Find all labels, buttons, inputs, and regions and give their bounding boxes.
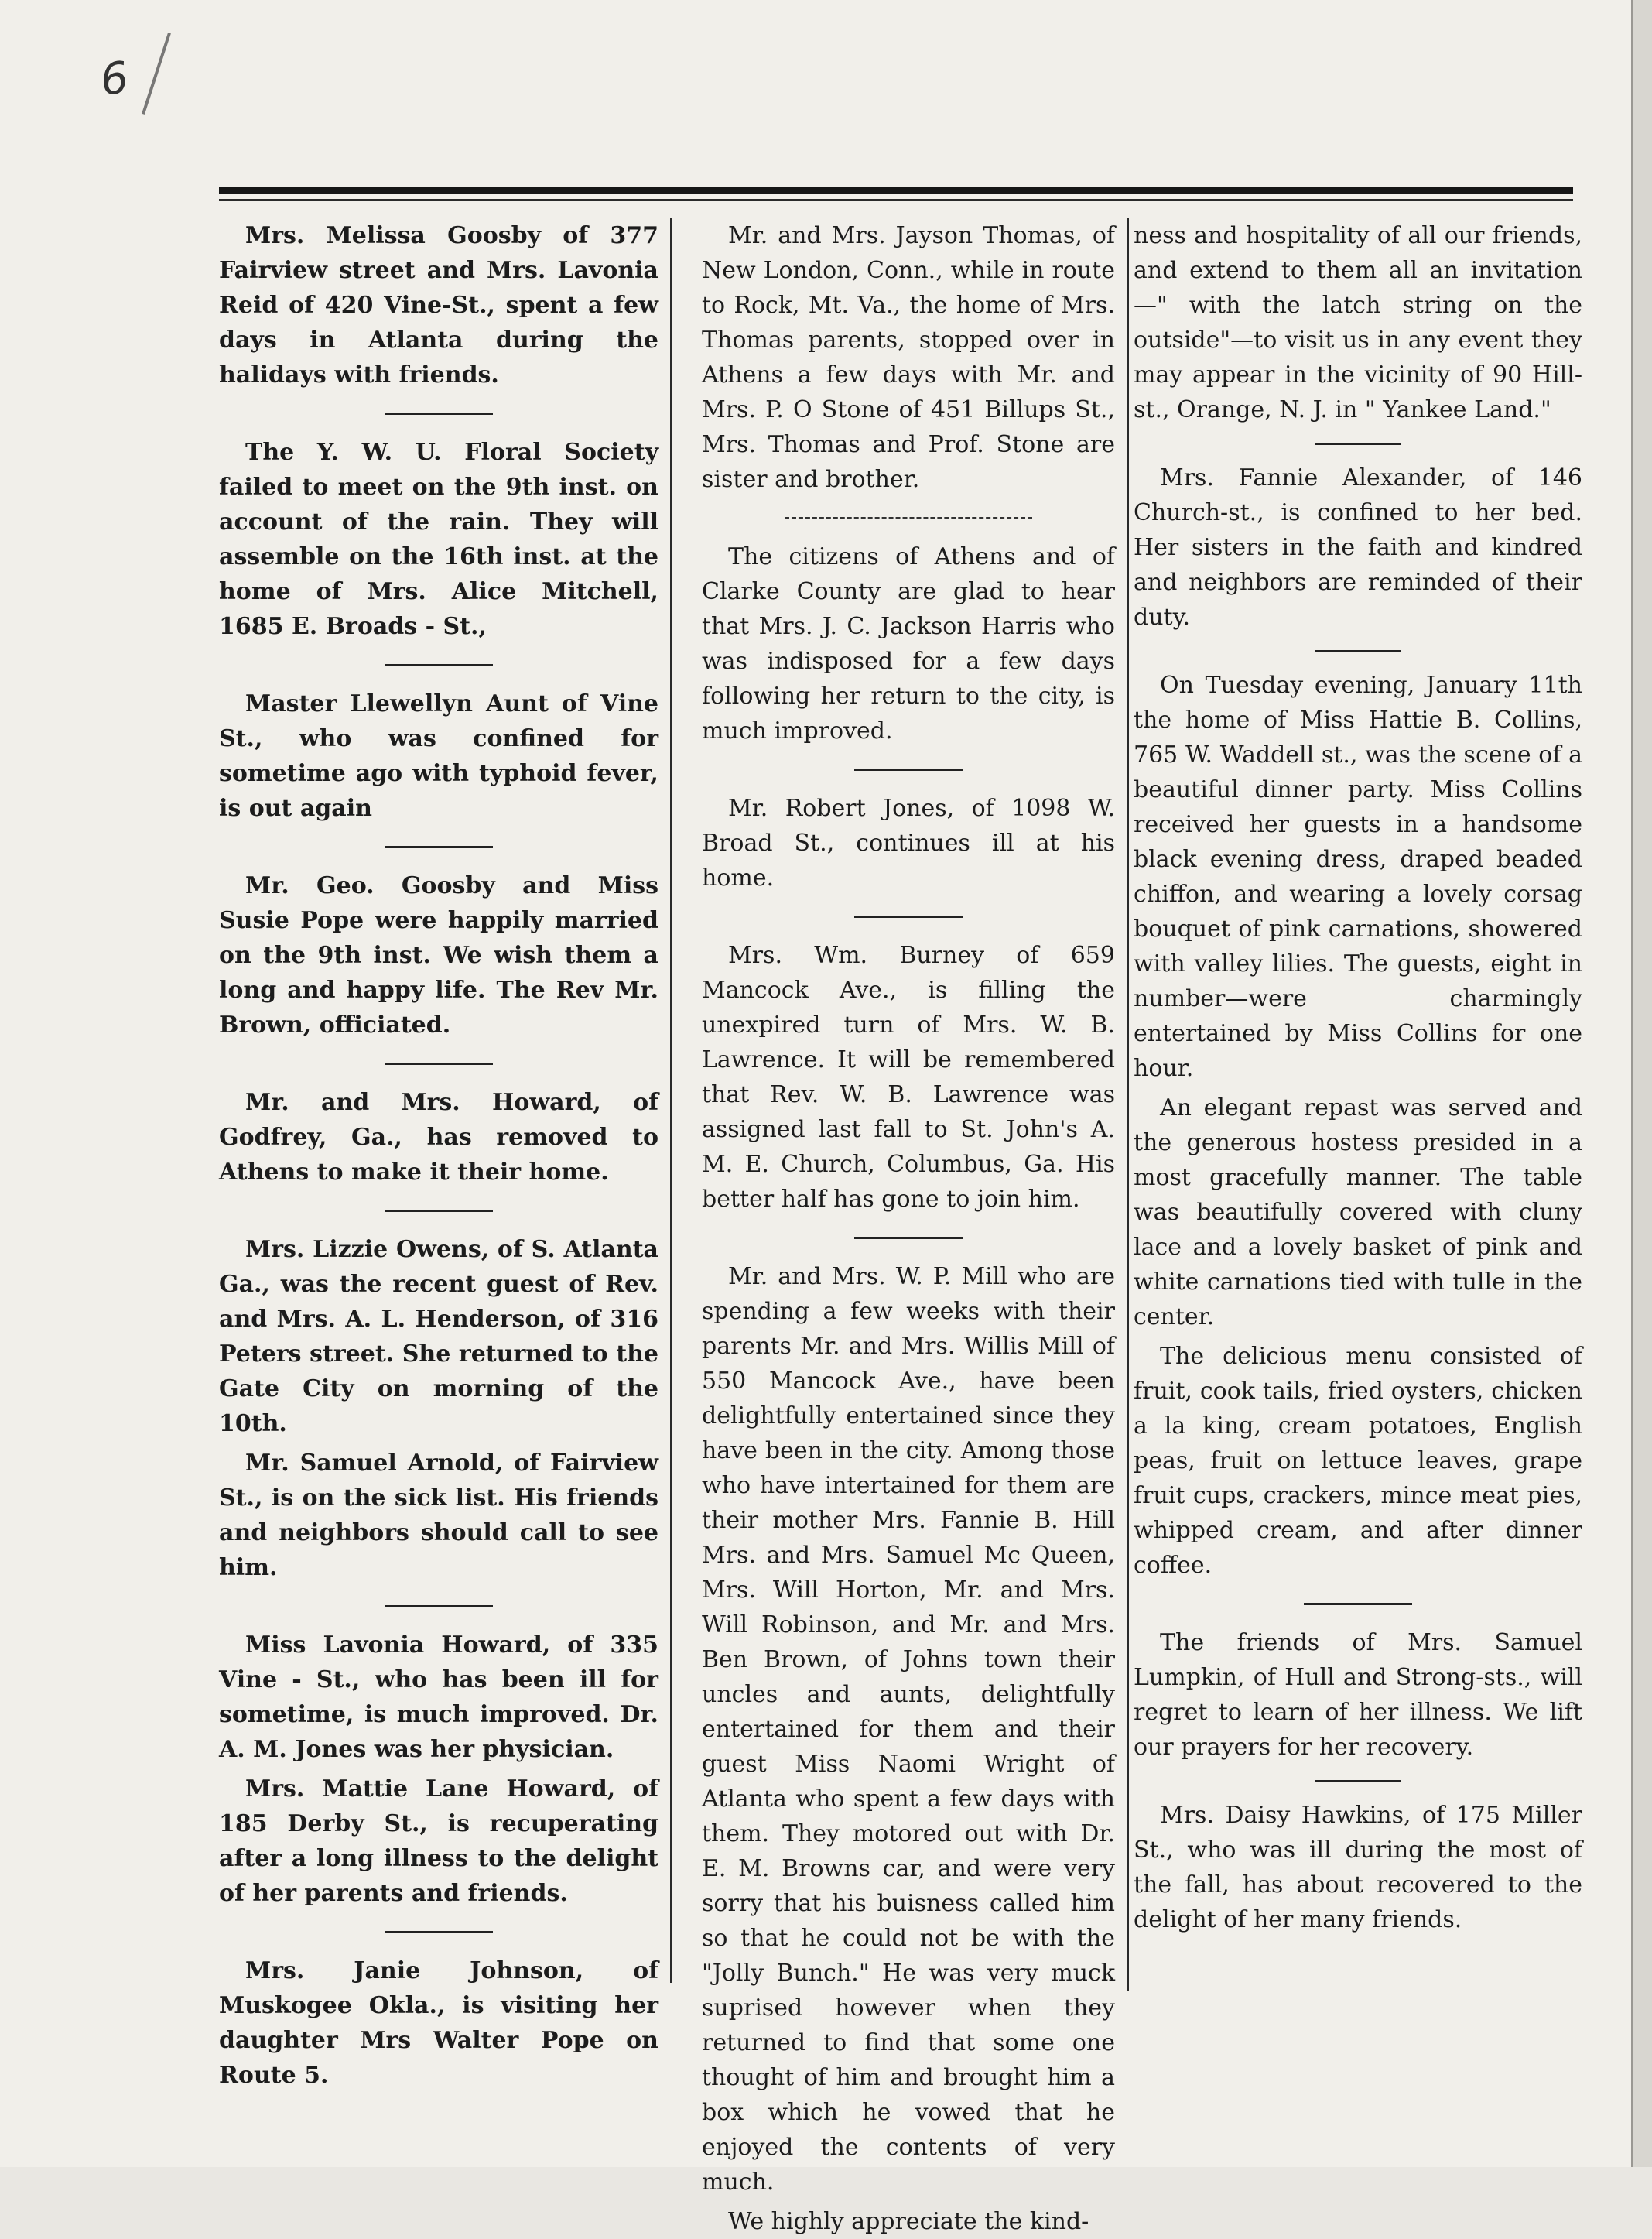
news-item: Mrs. Janie Johnson, of Muskogee Okla., is visiting her daughter Mrs Walter Pope on Route 5. — [219, 1957, 658, 2089]
news-item: Mrs. Mattie Lane Howard, of 185 Derby St., is recuperating after a long illness to the delight of her parents and friends. — [219, 1775, 658, 1907]
news-item: Master Llewellyn Aunt of Vine St., who was confined for sometime ago with typhoid fever, is out again — [219, 690, 658, 822]
news-item: Mr. Samuel Arnold, of Fairview St., is on the sick list. His friends and neighbors should call to see him. — [219, 1450, 658, 1581]
column-divider — [670, 218, 672, 1983]
item-separator — [385, 1063, 493, 1065]
item-separator — [854, 769, 963, 771]
news-item: The citizens of Athens and of Clarke County are glad to hear that Mrs. J. C. Jackson Harris who was indisposed for a few days following her return to the city, is much improved. — [702, 543, 1115, 745]
item-separator — [854, 1237, 963, 1239]
news-item: We highly appreciate the kind- — [728, 2208, 1089, 2235]
item-separator — [1315, 443, 1401, 445]
news-item: ness and hospitality of all our friends, and extend to them all an invitation—" with the latch string on the outside"—to visit us in any event they may appear in the vicinity of 90 Hill-st., Orange, N. J. in " Yankee Land." — [1134, 222, 1582, 423]
column-3 — [1134, 218, 1582, 1937]
news-item: Mrs. Lizzie Owens, of S. Atlanta Ga., was the recent guest of Rev. and Mrs. A. L. Henderson, of 316 Peters street. She returned to the Gate City on morning of the 10th. — [219, 1236, 658, 1437]
news-item: Mr. and Mrs. W. P. Mill who are spending a few weeks with their parents Mr. and Mrs. Willis Mill of 550 Mancock Ave., have been delightfully entertained since they have been in the city. Among those who have intertained for them are their mother Mrs. Fannie B. Hill Mrs. and Mrs. Samuel Mc Queen, Mrs. Will Horton, Mr. and Mrs. Will Robinson, and Mr. and Mrs. Ben Brown, of Johns town their uncles and aunts, delightfully entertained for them and their guest Miss Naomi Wright of Atlanta who spent a few days with them. They motored out with Dr. E. M. Browns car, and were very sorry that his buisness called him so that he could not be with the "Jolly Bunch." He was very muck suprised however when they returned to find that some one thought of him and brought him a box which he vowed that he enjoyed the contents of very much. — [702, 1263, 1115, 2196]
page-edge — [1631, 0, 1652, 2167]
news-item: Mrs. Fannie Alexander, of 146 Church-st., is confined to her bed. Her sisters in the faith and kindred and neighbors are reminded of their duty. — [1134, 464, 1582, 631]
news-item: Mr. Geo. Goosby and Miss Susie Pope were happily married on the 9th inst. We wish them a long and happy life. The Rev Mr. Brown, officiated. — [219, 872, 658, 1039]
column-1 — [219, 218, 658, 2093]
item-separator — [385, 1210, 493, 1212]
news-item: Mr. Robert Jones, of 1098 W. Broad St., continues ill at his home. — [702, 795, 1115, 892]
column-2 — [702, 218, 1115, 2239]
item-separator — [785, 517, 1032, 519]
news-item: Miss Lavonia Howard, of 335 Vine - St., who has been ill for sometime, is much improved. Dr. A. M. Jones was her physician. — [219, 1631, 658, 1763]
pen-mark — [142, 33, 171, 115]
news-item: The friends of Mrs. Samuel Lumpkin, of Hull and Strong-sts., will regret to learn of her illness. We lift our prayers for her recovery. — [1134, 1629, 1582, 1761]
header-rule — [219, 187, 1573, 194]
news-item: Mr. and Mrs. Howard, of Godfrey, Ga., has removed to Athens to make it their home. — [219, 1089, 658, 1186]
news-item: The delicious menu consisted of fruit, cook tails, fried oysters, chicken a la king, cream potatoes, English peas, fruit on lettuce leaves, grape fruit cups, crackers, mince meat pies, whipped cream, and after dinner coffee. — [1134, 1343, 1582, 1579]
item-separator — [1304, 1603, 1412, 1605]
news-item: The Y. W. U. Floral Society failed to meet on the 9th inst. on account of the rain. They will assemble on the 16th inst. at the home of Mrs. Alice Mitchell, 1685 E. Broads - St., — [219, 439, 658, 640]
item-separator — [385, 413, 493, 415]
header-rule-thin — [219, 199, 1573, 201]
news-item: An elegant repast was served and the generous hostess presided in a most gracefully manner. The table was beautifully covered with cluny lace and a lovely basket of pink and white carnations tied with tulle in the center. — [1134, 1094, 1582, 1330]
news-item: Mrs. Melissa Goosby of 377 Fairview street and Mrs. Lavonia Reid of 420 Vine-St., spent a few days in Atlanta during the halidays with friends. — [219, 222, 658, 389]
item-separator — [1315, 650, 1401, 652]
item-separator — [1315, 1780, 1401, 1782]
item-separator — [385, 1605, 493, 1607]
news-item: Mrs. Daisy Hawkins, of 175 Miller St., who was ill during the most of the fall, has about recovered to the delight of her many friends. — [1134, 1802, 1582, 1933]
item-separator — [385, 846, 493, 848]
item-separator — [854, 916, 963, 918]
column-divider — [1127, 218, 1129, 1991]
item-separator — [385, 1931, 493, 1933]
news-item: Mrs. Wm. Burney of 659 Mancock Ave., is filling the unexpired turn of Mrs. W. B. Lawrence. It will be remembered that Rev. W. B. Lawrence was assigned last fall to St. John's A. M. E. Church, Columbus, Ga. His better half has gone to join him. — [702, 942, 1115, 1213]
item-separator — [385, 664, 493, 666]
news-item: Mr. and Mrs. Jayson Thomas, of New London, Conn., while in route to Rock, Mt. Va., the home of Mrs. Thomas parents, stopped over in Athens a few days with Mr. and Mrs. P. O Stone of 451 Billups St., Mrs. Thomas and Prof. Stone are sister and brother. — [702, 222, 1115, 493]
page-number: 6 — [97, 52, 132, 107]
news-item: On Tuesday evening, January 11th the home of Miss Hattie B. Collins, 765 W. Waddell st., was the scene of a beautiful dinner party. Miss Collins received her guests in a handsome black evening dress, draped beaded chiffon, and wearing a lovely corsag bouquet of pink carnations, showered with valley lilies. The guests, eight in number—were charmingly entertained by Miss Collins for one hour. — [1134, 672, 1582, 1082]
